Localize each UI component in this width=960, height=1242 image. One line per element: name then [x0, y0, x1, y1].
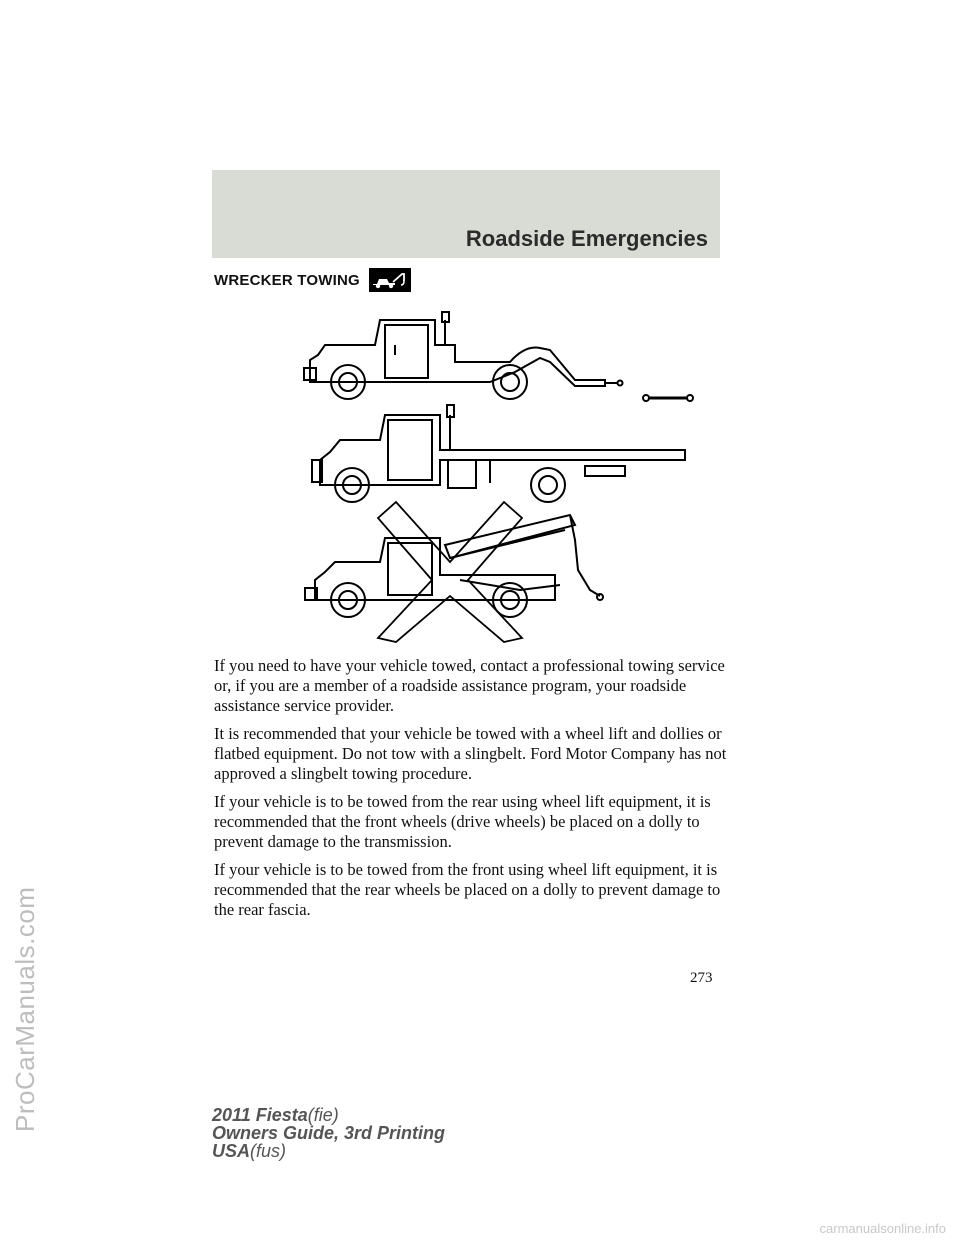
page-number: 273: [690, 970, 713, 986]
body-text: [214, 656, 734, 928]
wheel-lift-truck: [304, 312, 693, 401]
tow-truck-icon: [369, 268, 411, 292]
flatbed-truck: [312, 405, 685, 502]
footer-market: USA: [212, 1141, 251, 1161]
prohibited-x-mark: [378, 502, 522, 642]
section-heading: WRECKER TOWING: [214, 272, 360, 289]
paragraph: If your vehicle is to be towed from the rear using wheel lift equipment, it is recommended that the front wheels (drive wheels) be placed on a dolly to prevent damage to the transmission.: [214, 792, 711, 851]
footer: [212, 1106, 445, 1160]
footer-model: 2011 Fiesta: [212, 1105, 308, 1125]
footer-market-code: (fus): [250, 1141, 287, 1161]
header-title: Roadside Emergencies: [465, 226, 708, 251]
footer-model-code: (fie): [307, 1105, 339, 1125]
towing-methods-illustration: [300, 300, 710, 645]
watermark: ProCarManuals.com: [10, 886, 40, 1132]
paragraph: It is recommended that your vehicle be towed with a wheel lift and dollies or flatbed equipment. Do not tow with a slingbelt. Ford Motor Company has not approved a slingbelt towing procedure.: [214, 724, 727, 783]
paragraph: If you need to have your vehicle towed, contact a professional towing service or, if you are a member of a roadside assistance program, your roadside assistance service provider.: [214, 656, 725, 715]
slingbelt-truck: [305, 515, 603, 617]
footer-guide: Owners Guide, 3rd Printing: [212, 1123, 446, 1143]
header-band: [212, 170, 720, 258]
paragraph: If your vehicle is to be towed from the front using wheel lift equipment, it is recommended that the rear wheels be placed on a dolly to prevent damage to the rear fascia.: [214, 860, 721, 919]
site-watermark: carmanualsonline.info: [819, 1221, 946, 1236]
